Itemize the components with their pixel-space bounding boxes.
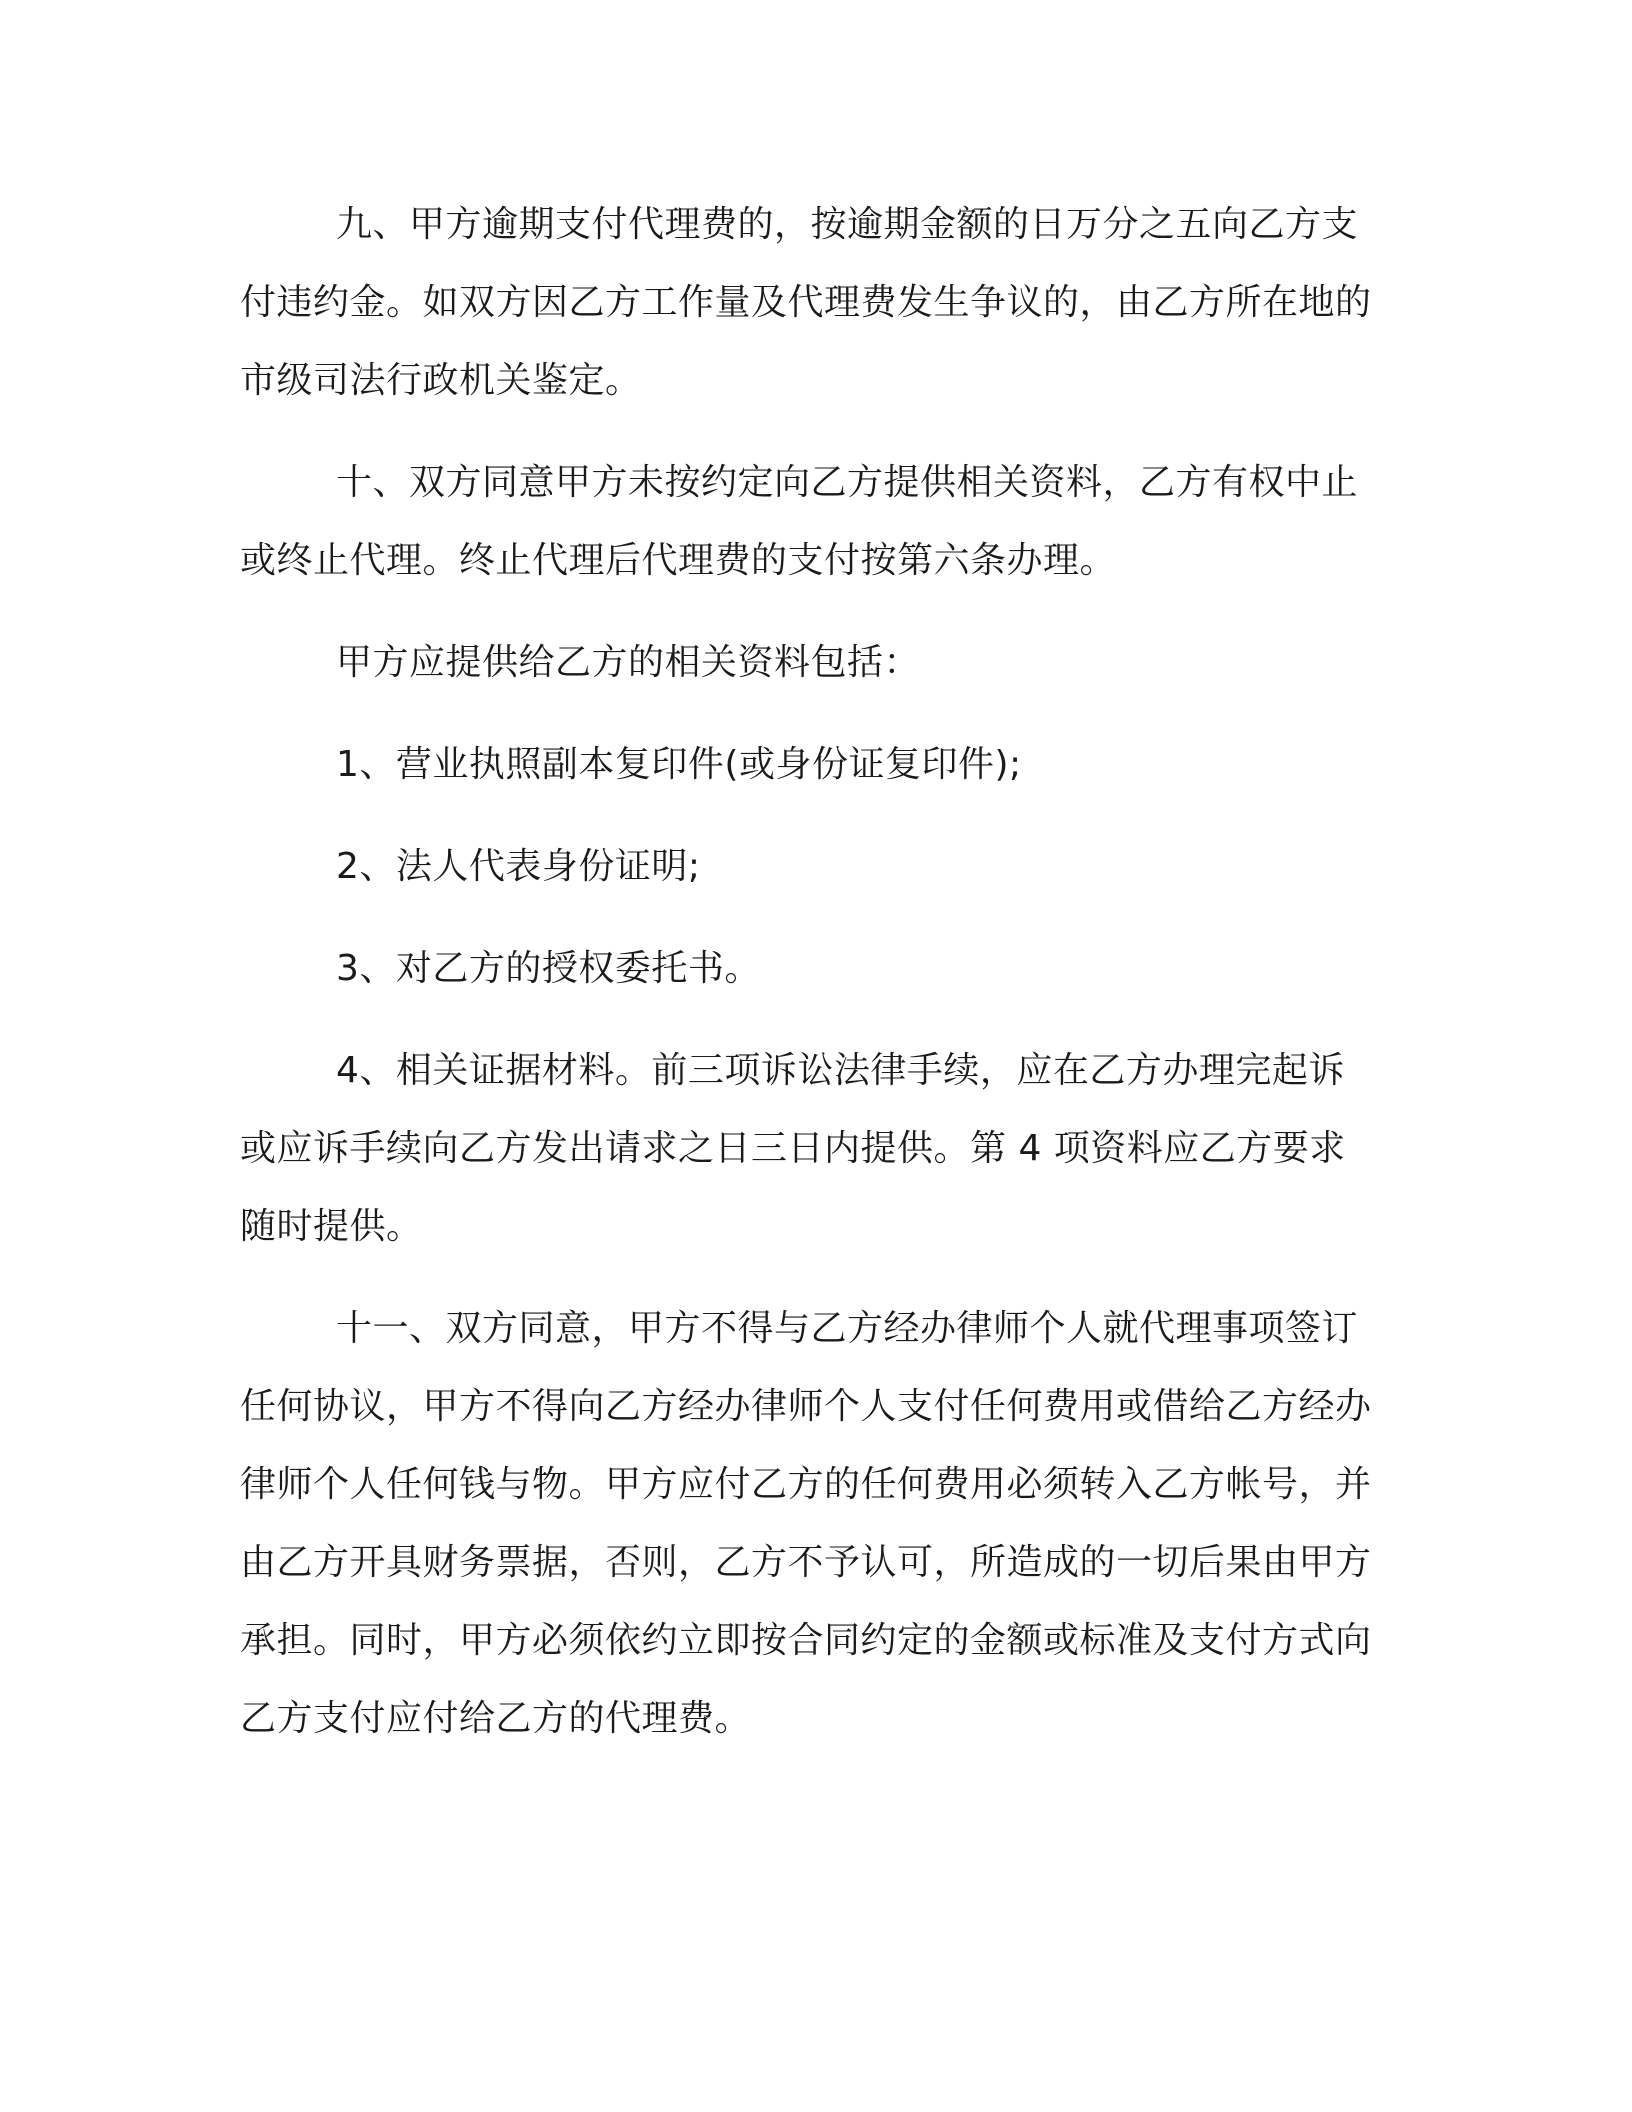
clause-9-paragraph: 九、甲方逾期支付代理费的，按逾期金额的日万分之五向乙方支付违约金。如双方因乙方工作量及代理费发生争议的，由乙方所在地的市级司法行政机关鉴定。: [240, 204, 1372, 401]
materials-item-1: 1、营业执照副本复印件(或身份证复印件);: [336, 744, 1022, 785]
materials-intro-paragraph: 甲方应提供给乙方的相关资料包括：: [336, 642, 921, 683]
materials-item-2: 2、法人代表身份证明;: [336, 846, 701, 887]
materials-item-3: 3、对乙方的授权委托书。: [336, 948, 761, 989]
clause-10-paragraph: 十、双方同意甲方未按约定向乙方提供相关资料，乙方有权中止或终止代理。终止代理后代理费的支付按第六条办理。: [240, 462, 1359, 581]
materials-item-4: 4、相关证据材料。前三项诉讼法律手续，应在乙方办理完起诉或应诉手续向乙方发出请求之日三日内提供。第 4 项资料应乙方要求随时提供。: [240, 1050, 1346, 1247]
document-body: [240, 186, 1380, 1758]
clause-11-paragraph: 十一、双方同意，甲方不得与乙方经办律师个人就代理事项签订任何协议，甲方不得向乙方经办律师个人支付任何费用或借给乙方经办律师个人任何钱与物。甲方应付乙方的任何费用必须转入乙方帐号，并由乙方开具财务票据，否则，乙方不予认可，所造成的一切后果由甲方承担。同时，甲方必须依约立即按合同约定的金额或标准及支付方式向乙方支付应付给乙方的代理费。: [240, 1308, 1372, 1739]
